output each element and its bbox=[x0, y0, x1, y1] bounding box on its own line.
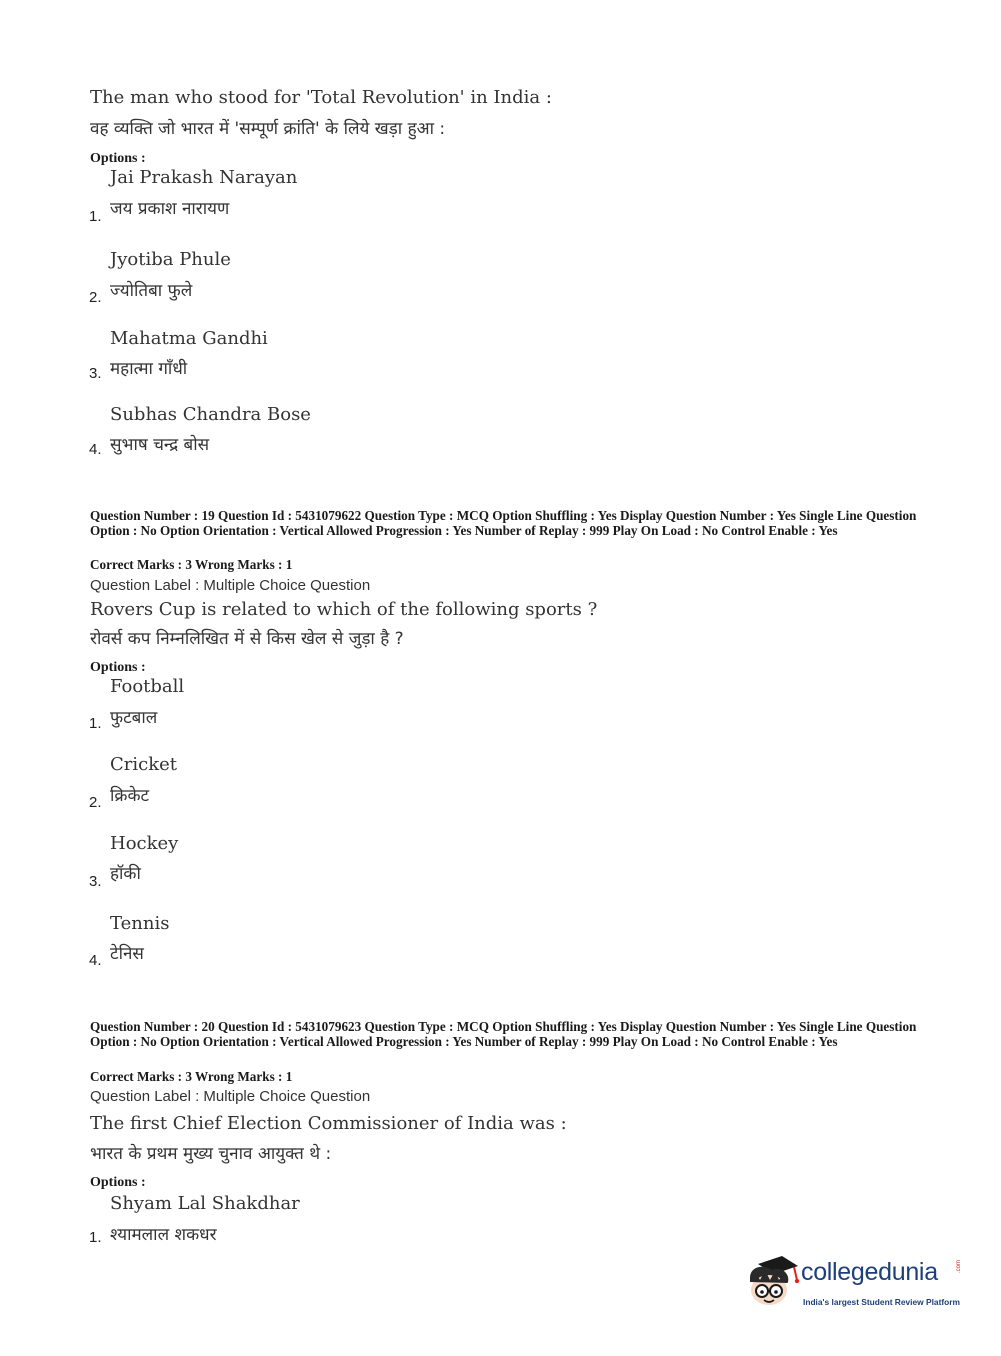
q19-option-2-number: 2. bbox=[89, 794, 102, 811]
q19-option-3-hi: हॉकी bbox=[110, 864, 141, 884]
q20-question-label: Question Label : Multiple Choice Question bbox=[90, 1088, 371, 1105]
collegedunia-logo bbox=[742, 1252, 972, 1312]
q20-question-hi: भारत के प्रथम मुख्य चुनाव आयुक्त थे : bbox=[90, 1144, 332, 1164]
q19-option-2-en: Cricket bbox=[110, 754, 178, 775]
q18-option-3-hi: महात्मा गाँधी bbox=[110, 359, 188, 379]
q19-option-1-number: 1. bbox=[89, 715, 102, 732]
q20-option-1-en: Shyam Lal Shakdhar bbox=[110, 1193, 300, 1214]
q19-option-4-en: Tennis bbox=[110, 913, 170, 934]
q18-option-1-en: Jai Prakash Narayan bbox=[110, 167, 298, 188]
q20-question-en: The first Chief Election Commissioner of India was : bbox=[90, 1113, 567, 1134]
q20-meta: Question Number : 20 Question Id : 5431079623 Question Type : MCQ Option Shuffling : Yes Display Question Number : Yes Single Line Question Option : No Option Orientation : Vertical Allowed Progression : Yes Number of Replay : 999 Play On Load : No Control Enable : Yes bbox=[90, 1019, 917, 1049]
q20-option-1-number: 1. bbox=[89, 1229, 102, 1246]
q18-question-en: The man who stood for 'Total Revolution' in India : bbox=[90, 87, 552, 108]
q19-option-4-hi: टेनिस bbox=[110, 944, 144, 964]
q18-options-label: Options : bbox=[90, 151, 146, 166]
logo-com-suffix: .com bbox=[956, 1259, 962, 1273]
logo-tagline: India's largest Student Review Platform bbox=[803, 1297, 960, 1307]
q19-option-1-en: Football bbox=[110, 676, 185, 697]
q18-option-4-number: 4. bbox=[89, 441, 102, 458]
q19-option-4-number: 4. bbox=[89, 952, 102, 969]
q18-option-2-en: Jyotiba Phule bbox=[110, 249, 231, 270]
q18-option-4-hi: सुभाष चन्द्र बोस bbox=[110, 435, 210, 455]
q18-option-3-en: Mahatma Gandhi bbox=[110, 328, 268, 349]
q19-option-3-number: 3. bbox=[89, 873, 102, 890]
q18-option-2-number: 2. bbox=[89, 289, 102, 306]
q20-options-label: Options : bbox=[90, 1175, 146, 1190]
q18-option-4-en: Subhas Chandra Bose bbox=[110, 404, 311, 425]
q19-options-label: Options : bbox=[90, 660, 146, 675]
q19-marks: Correct Marks : 3 Wrong Marks : 1 bbox=[90, 557, 293, 572]
q19-question-hi: रोवर्स कप निम्नलिखित में से किस खेल से जुड़ा है ? bbox=[90, 629, 404, 649]
q19-option-3-en: Hockey bbox=[110, 833, 179, 854]
q19-question-en: Rovers Cup is related to which of the following sports ? bbox=[90, 599, 598, 620]
q19-option-1-hi: फुटबाल bbox=[110, 708, 158, 728]
q20-marks: Correct Marks : 3 Wrong Marks : 1 bbox=[90, 1069, 293, 1084]
q18-option-1-number: 1. bbox=[89, 208, 102, 225]
q18-option-3-number: 3. bbox=[89, 365, 102, 382]
q19-question-label: Question Label : Multiple Choice Question bbox=[90, 577, 371, 594]
q19-option-2-hi: क्रिकेट bbox=[110, 786, 150, 806]
q20-option-1-hi: श्यामलाल शकधर bbox=[110, 1225, 217, 1245]
logo-wordmark: collegedunia bbox=[801, 1258, 938, 1286]
q18-option-1-hi: जय प्रकाश नारायण bbox=[110, 199, 230, 219]
q18-question-hi: वह व्यक्ति जो भारत में 'सम्पूर्ण क्रांति' के लिये खड़ा हुआ : bbox=[90, 119, 446, 139]
q18-option-2-hi: ज्योतिबा फुले bbox=[110, 281, 193, 301]
mascot-icon bbox=[742, 1252, 800, 1310]
q19-meta: Question Number : 19 Question Id : 5431079622 Question Type : MCQ Option Shuffling : Yes Display Question Number : Yes Single Line Question Option : No Option Orientation : Vertical Allowed Progression : Yes Number of Replay : 999 Play On Load : No Control Enable : Yes bbox=[90, 508, 917, 538]
